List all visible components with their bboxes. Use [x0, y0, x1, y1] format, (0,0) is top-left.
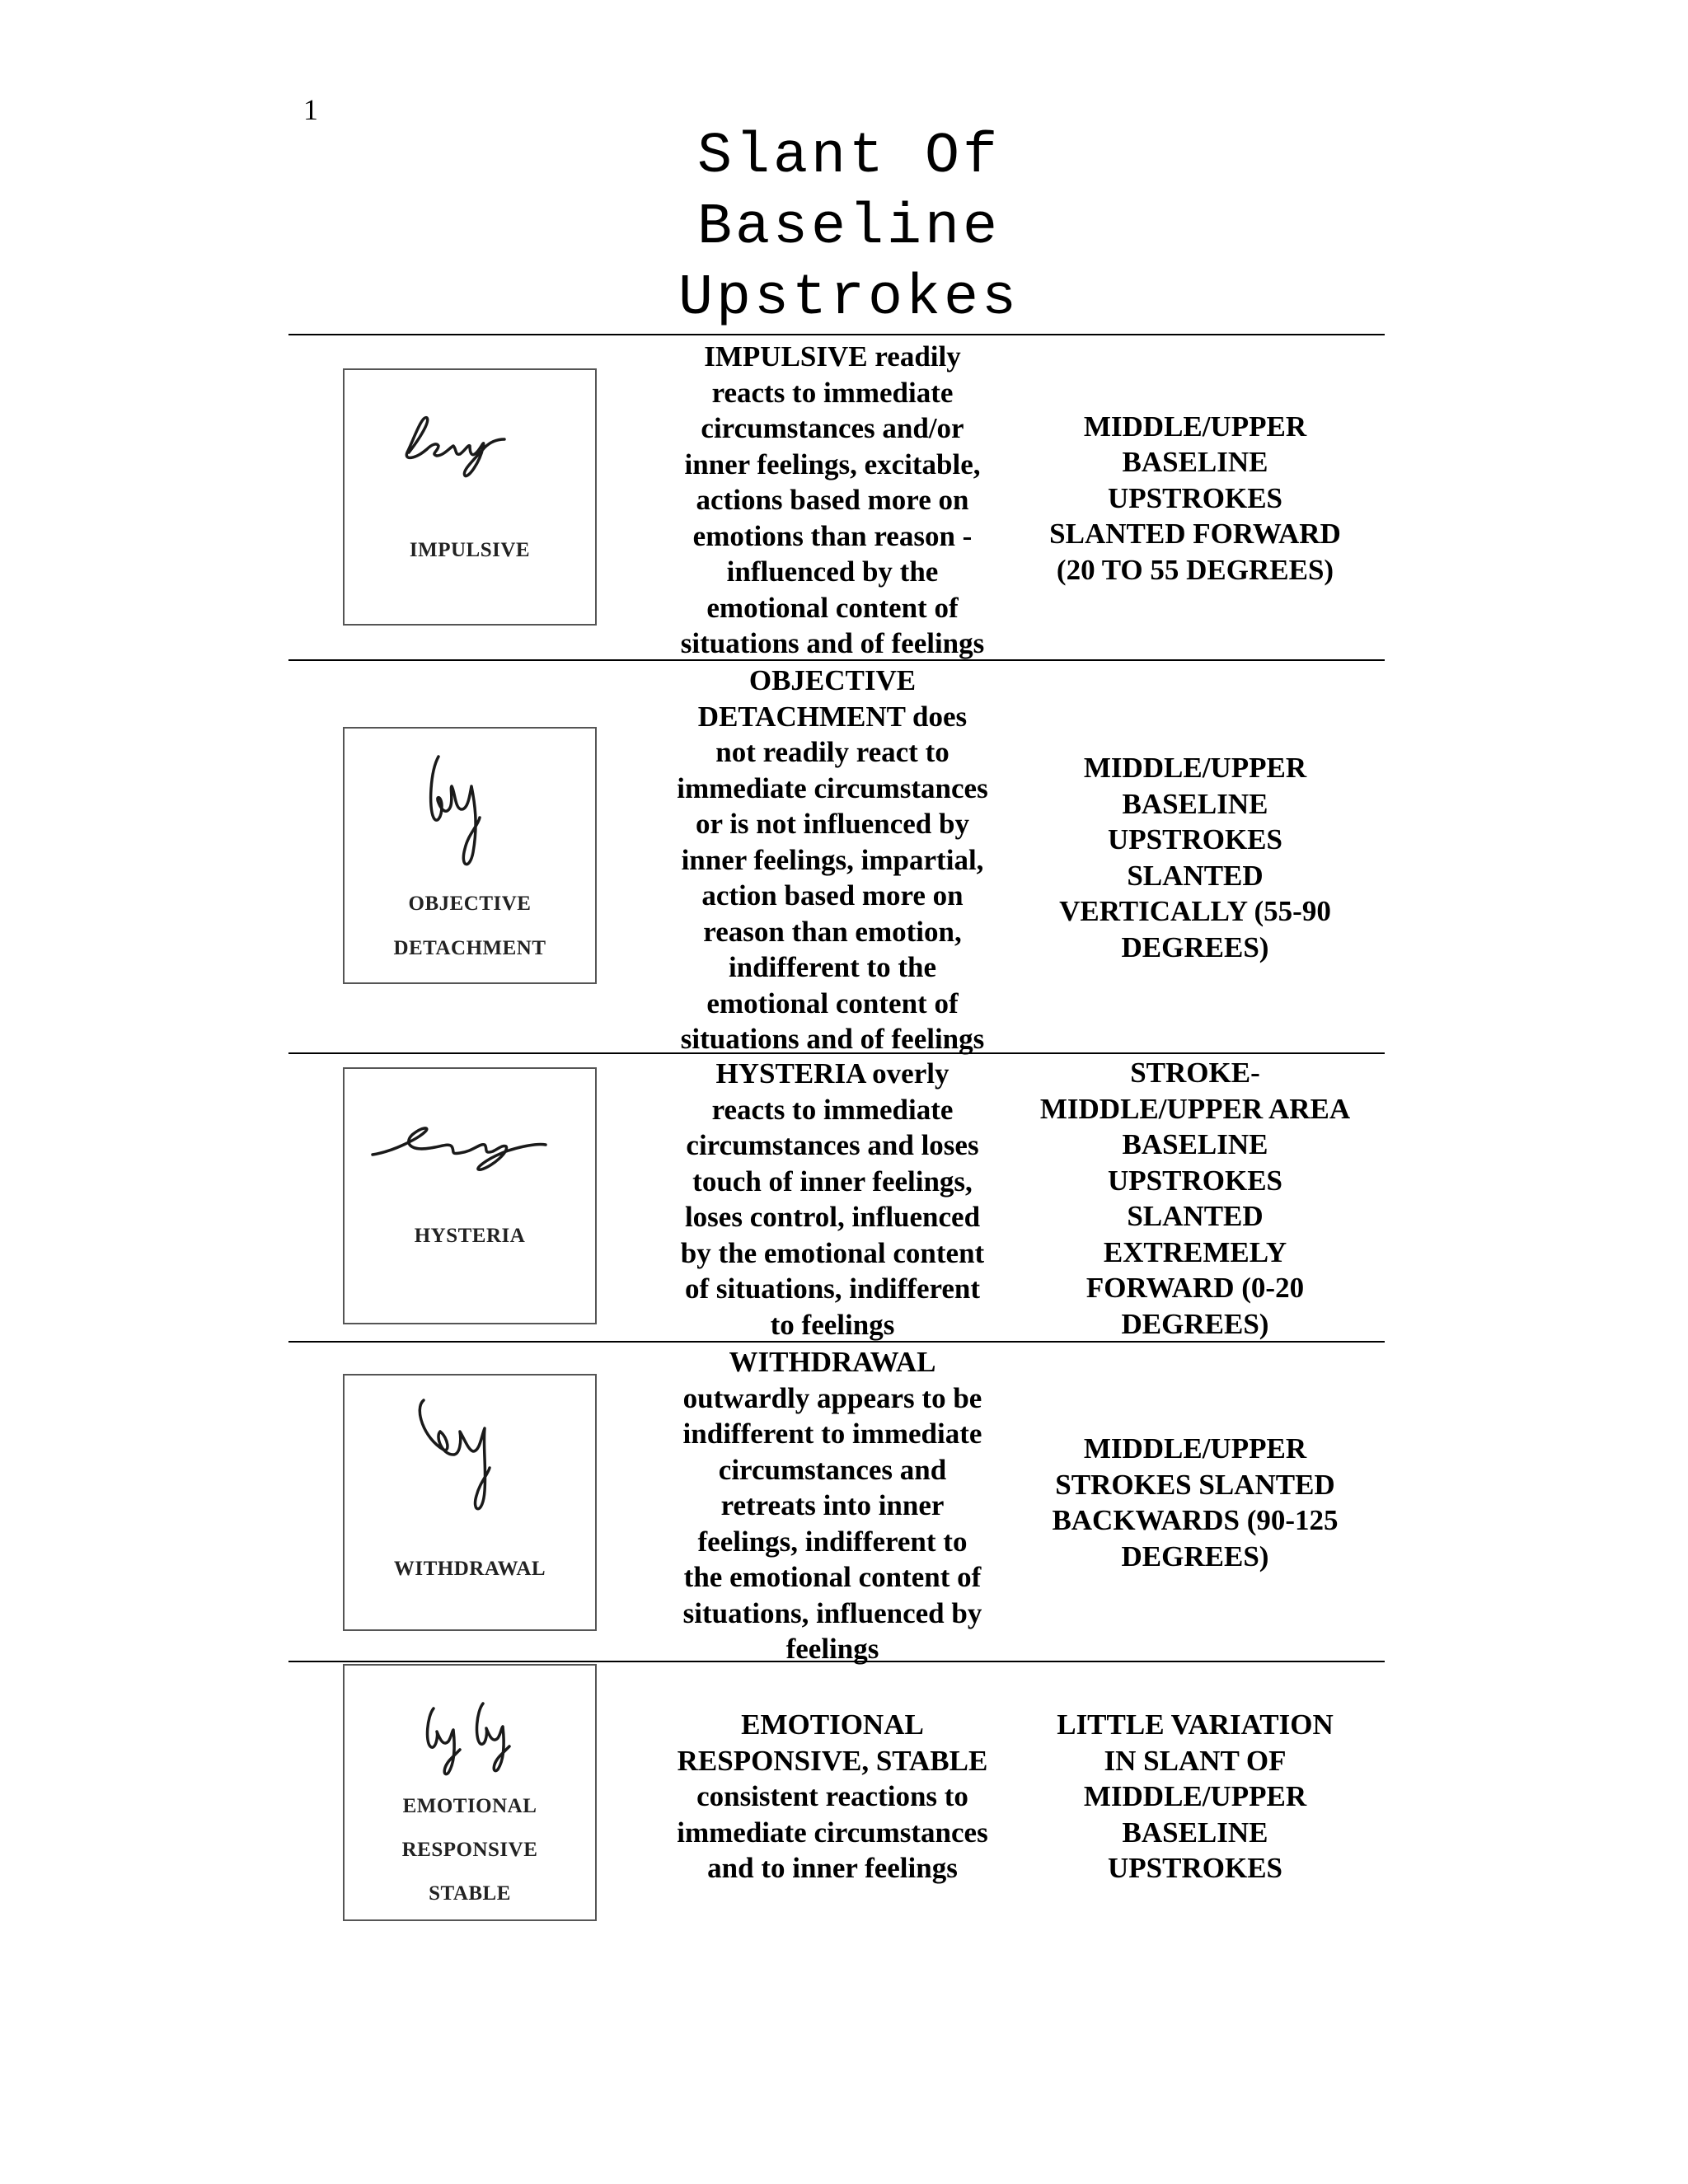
- trait-line: UPSTROKES: [1108, 1852, 1282, 1884]
- description-line: reacts to immediate: [711, 1093, 954, 1126]
- description-line: emotional content of: [706, 987, 959, 1019]
- trait-line: VERTICALLY (55-90: [1059, 895, 1331, 927]
- description-line: feelings, indifferent to: [697, 1525, 968, 1558]
- trait-cell: [1014, 335, 1376, 661]
- description-line: OBJECTIVE: [748, 664, 917, 696]
- description-line: circumstances and loses: [686, 1129, 979, 1161]
- trait-line: STROKE-: [1130, 1057, 1260, 1089]
- trait-line: SLANTED: [1127, 859, 1264, 892]
- page-number: 1: [303, 93, 318, 126]
- description-cell: [659, 1707, 1006, 1886]
- trait-cell: [1014, 1707, 1376, 1886]
- trait-line: FORWARD (0-20: [1085, 1272, 1305, 1304]
- table-row: [288, 1661, 1385, 1938]
- sample-label: OBJECTIVE: [408, 893, 532, 915]
- description-cell: [659, 1056, 1006, 1343]
- description-line: influenced by the: [726, 555, 939, 588]
- description-line: feelings: [785, 1633, 879, 1665]
- description-line: reacts to immediate: [711, 376, 954, 409]
- handwriting-sample: [343, 1067, 597, 1324]
- trait-line: BACKWARDS (90-125: [1052, 1504, 1339, 1536]
- table-row: [288, 1052, 1385, 1343]
- handwriting-sample: [343, 727, 597, 984]
- description-line: DETACHMENT does: [697, 700, 968, 733]
- description-line: touch of inner feelings,: [692, 1165, 973, 1197]
- sample-label: STABLE: [429, 1882, 511, 1905]
- description-line: situations and of feelings: [680, 627, 985, 659]
- trait-line: UPSTROKES: [1108, 1164, 1282, 1197]
- description-line: immediate circumstances: [677, 1816, 988, 1849]
- table-row: [288, 334, 1385, 661]
- table-row: [288, 1341, 1385, 1665]
- sample-label: HYSTERIA: [414, 1225, 526, 1247]
- handwriting-sample: [343, 1664, 597, 1921]
- description-line: IMPULSIVE readily: [704, 340, 961, 373]
- description-line: and to inner feelings: [707, 1852, 958, 1884]
- sample-label: IMPULSIVE: [409, 539, 531, 561]
- description-cell: [659, 663, 1006, 1057]
- trait-line: MIDDLE/UPPER: [1083, 752, 1307, 784]
- trait-line: BASELINE: [1122, 787, 1268, 820]
- trait-cell: [1014, 1343, 1376, 1662]
- description-line: inner feelings, impartial,: [681, 843, 984, 876]
- handwriting-sample: [343, 368, 597, 626]
- description-line: by the emotional content: [680, 1236, 985, 1269]
- sample-label: WITHDRAWAL: [393, 1558, 546, 1580]
- sample-label: RESPONSIVE: [401, 1839, 538, 1861]
- table-row: [288, 659, 1385, 1054]
- description-line: circumstances and: [718, 1453, 947, 1486]
- trait-line: LITTLE VARIATION: [1057, 1708, 1334, 1741]
- description-line: HYSTERIA overly: [715, 1057, 950, 1090]
- description-line: reason than emotion,: [703, 915, 962, 948]
- description-cell: [659, 1344, 1006, 1667]
- sample-label: EMOTIONAL: [402, 1795, 537, 1817]
- description-line: inner feelings, excitable,: [684, 448, 981, 480]
- title-line: Baseline: [696, 195, 1001, 260]
- description-line: circumstances and/or: [701, 412, 964, 444]
- page-title: [626, 122, 1071, 335]
- description-cell: [659, 339, 1006, 662]
- description-line: retreats into inner: [720, 1489, 945, 1521]
- trait-line: STROKES SLANTED: [1055, 1468, 1335, 1501]
- description-line: RESPONSIVE, STABLE: [677, 1744, 988, 1777]
- trait-line: MIDDLE/UPPER: [1083, 1432, 1307, 1465]
- trait-line: SLANTED: [1127, 1200, 1264, 1232]
- description-line: to feelings: [770, 1308, 895, 1341]
- handwriting-sample-image: [345, 370, 595, 624]
- description-line: situations and of feelings: [680, 1023, 985, 1055]
- description-line: EMOTIONAL: [741, 1708, 924, 1741]
- description-line: WITHDRAWAL: [729, 1346, 936, 1378]
- trait-line: DEGREES): [1121, 1307, 1269, 1340]
- trait-line: MIDDLE/UPPER: [1083, 410, 1307, 443]
- description-line: indifferent to the: [728, 951, 937, 983]
- trait-line: BASELINE: [1122, 446, 1268, 479]
- handwriting-sample: [343, 1374, 597, 1631]
- trait-line: BASELINE: [1122, 1816, 1268, 1849]
- trait-line: UPSTROKES: [1107, 823, 1282, 855]
- description-line: not readily react to: [715, 736, 950, 768]
- title-line: Upstrokes: [678, 266, 1020, 331]
- trait-line: EXTREMELY: [1103, 1235, 1287, 1268]
- trait-line: BASELINE: [1122, 1128, 1268, 1160]
- description-line: actions based more on: [696, 484, 969, 516]
- description-line: emotional content of: [706, 591, 959, 624]
- description-line: indifferent to immediate: [682, 1418, 982, 1450]
- description-line: loses control, influenced: [684, 1201, 981, 1233]
- trait-line: MIDDLE/UPPER AREA: [1039, 1092, 1351, 1125]
- description-line: consistent reactions to: [696, 1780, 968, 1812]
- trait-line: MIDDLE/UPPER: [1083, 1780, 1307, 1812]
- trait-line: SLANTED FORWARD: [1049, 518, 1341, 551]
- description-line: situations, influenced by: [682, 1596, 982, 1629]
- description-line: emotions than reason -: [692, 519, 973, 552]
- description-line: action based more on: [701, 879, 964, 912]
- description-line: outwardly appears to be: [682, 1381, 982, 1414]
- trait-line: UPSTROKES: [1108, 481, 1282, 514]
- description-line: of situations, indifferent: [684, 1272, 981, 1305]
- trait-line: (20 TO 55 DEGREES): [1056, 553, 1334, 586]
- trait-line: IN SLANT OF: [1104, 1744, 1287, 1777]
- description-line: or is not influenced by: [696, 808, 969, 840]
- trait-line: DEGREES): [1121, 1540, 1269, 1572]
- description-line: immediate circumstances: [677, 771, 988, 804]
- description-line: the emotional content of: [683, 1561, 982, 1593]
- trait-line: DEGREES): [1121, 930, 1269, 963]
- sample-label: DETACHMENT: [393, 937, 546, 959]
- trait-cell: [1014, 1054, 1376, 1343]
- trait-cell: [1014, 661, 1376, 1054]
- handwriting-sample-image: [345, 1069, 595, 1323]
- title-line: Slant Of: [696, 124, 1001, 190]
